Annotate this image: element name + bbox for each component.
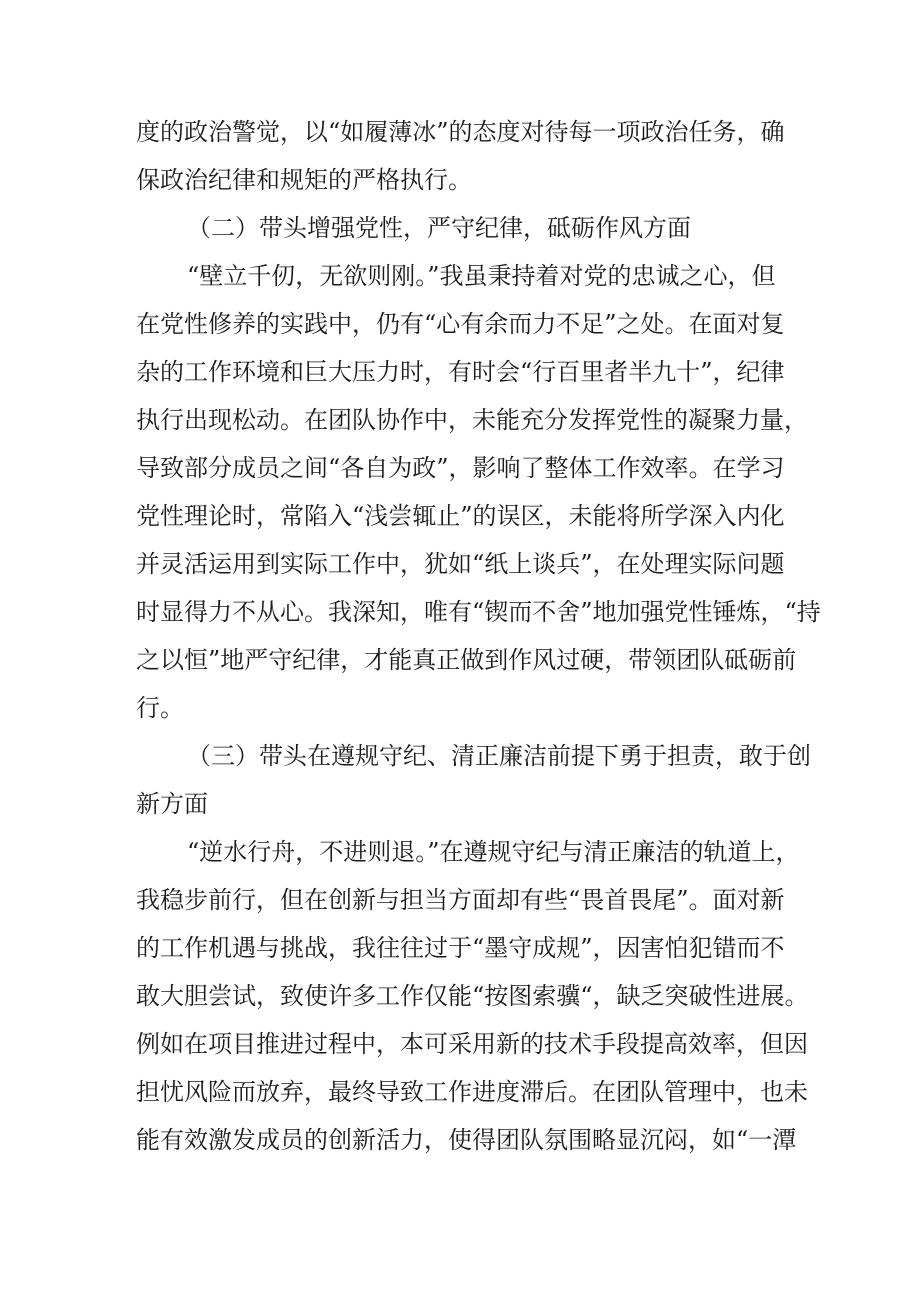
body-text-line: 之以恒”地严守纪律，才能真正做到作风过硬，带领团队砥砺前 — [136, 646, 797, 674]
body-text-line: 例如在项目推进过程中，本可采用新的技术手段提高效率，但因 — [136, 1030, 808, 1058]
body-text-line: 导致部分成员之间“各自为政”，影响了整体工作效率。在学习 — [136, 454, 785, 482]
body-text-line: 时显得力不从心。我深知，唯有“锲而不舍”地加强党性锤炼，“持 — [136, 598, 821, 626]
section-heading-3-continued: 新方面 — [136, 790, 208, 818]
body-text-line: 杂的工作环境和巨大压力时，有时会“行百里者半九十”，纪律 — [136, 358, 785, 386]
body-text-line: 敢大胆尝试，致使许多工作仅能“按图索骥“，缺乏突破性进展。 — [136, 982, 809, 1010]
body-text-line: 并灵活运用到实际工作中，犹如“纸上谈兵”，在处理实际问题 — [136, 550, 785, 578]
body-text-line: 党性理论时，常陷入“浅尝辄止”的误区，未能将所学深入内化 — [136, 502, 785, 530]
body-text-line: “逆水行舟，不进则退。”在遵规守纪与清正廉洁的轨道上， — [187, 838, 800, 866]
body-text-line: 在党性修养的实践中，仍有“心有余而力不足”之处。在面对复 — [136, 310, 785, 338]
body-text-line: “壁立千仞，无欲则刚。”我虽秉持着对党的忠诚之心，但 — [187, 262, 776, 290]
body-text-line: 执行出现松动。在团队协作中，未能充分发挥党性的凝聚力量， — [136, 406, 808, 434]
body-text-line: 保政治纪律和规矩的严格执行。 — [136, 166, 472, 194]
body-text-line: 能有效激发成员的创新活力，使得团队氛围略显沉闷，如“一潭 — [136, 1126, 797, 1154]
section-heading-2: （二）带头增强党性，严守纪律，砥砺作风方面 — [187, 214, 691, 242]
body-text-line: 度的政治警觉，以“如履薄冰”的态度对待每一项政治任务，确 — [136, 118, 785, 146]
body-text-line: 担忧风险而放弃，最终导致工作进度滞后。在团队管理中，也未 — [136, 1078, 808, 1106]
section-heading-3: （三）带头在遵规守纪、清正廉洁前提下勇于担责，敢于创 — [187, 742, 811, 770]
body-text-line: 的工作机遇与挑战，我往往过于“墨守成规”，因害怕犯错而不 — [136, 934, 785, 962]
body-text-line: 我稳步前行，但在创新与担当方面却有些“畏首畏尾”。面对新 — [136, 886, 785, 914]
body-text-line: 行。 — [136, 694, 184, 722]
